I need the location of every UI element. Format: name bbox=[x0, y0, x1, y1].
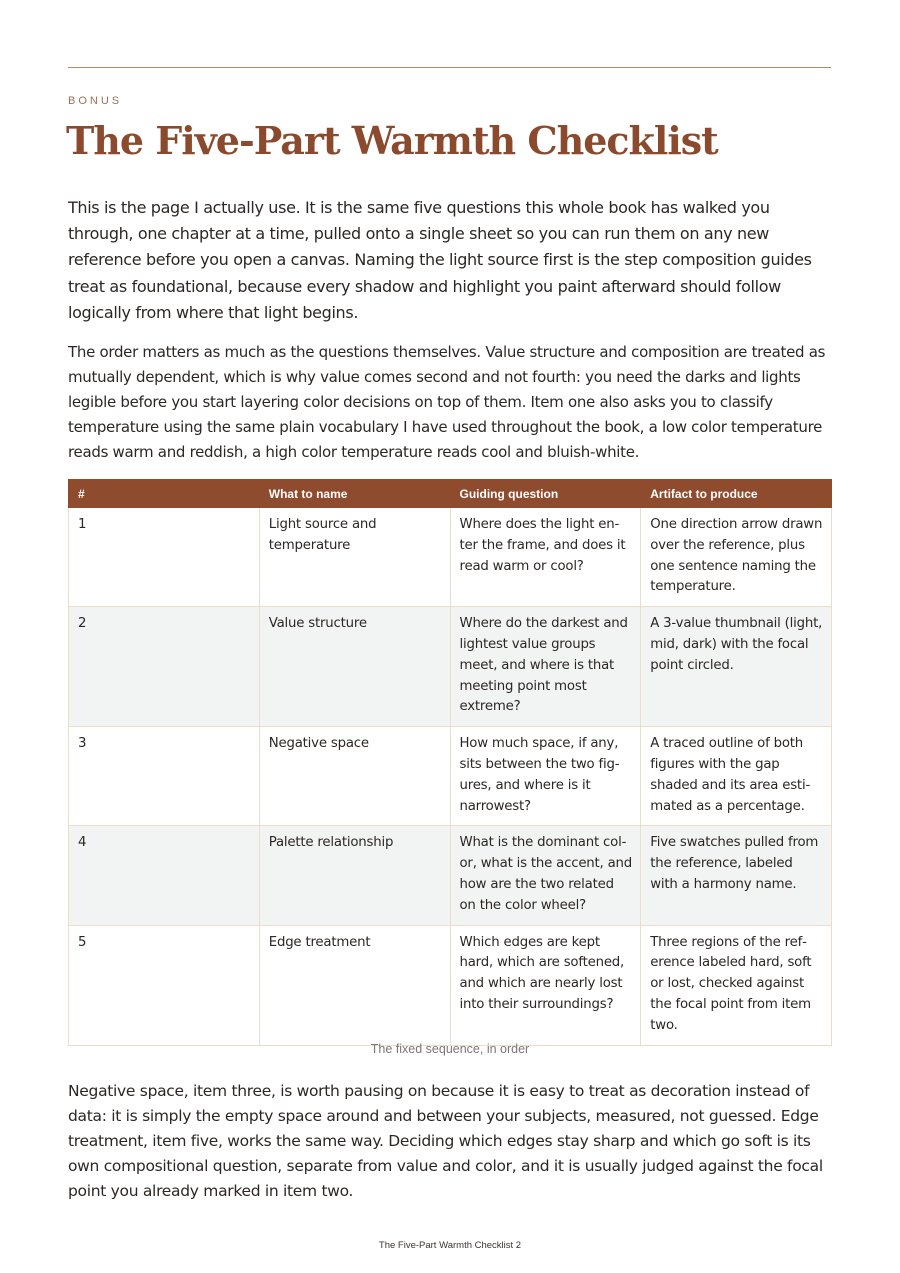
checklist-table bbox=[68, 479, 832, 1046]
cell-what-to-name: Edge treatment bbox=[259, 925, 450, 1045]
column-header-what-to-name: What to name bbox=[259, 480, 450, 508]
cell-what-to-name: Light source and temperature bbox=[259, 508, 450, 607]
cell-guiding-question: Which edges are kept hard, which are softened, and which are nearly lost into their surroundings? bbox=[450, 925, 641, 1045]
order-paragraph: The order matters as much as the questions themselves. Value structure and composition are treated as mutually dependent, which is why value comes second and not fourth: you need the darks and lights legible before you start layering color decisions on top of them. Item one also asks you to classify temperature using the same plain vocabulary I have used throughout the book, a low color temperature reads warm and reddish, a high color temperature reads cool and bluish-white. bbox=[68, 343, 826, 461]
cell-what-to-name: Negative space bbox=[259, 727, 450, 826]
cell-what-to-name: Palette relationship bbox=[259, 826, 450, 925]
cell-guiding-question: Where do the darkest and lightest value groups meet, and where is that meeting point most extreme? bbox=[450, 607, 641, 727]
page-footer: The Five-Part Warmth Checklist 2 bbox=[378, 1240, 522, 1251]
cell-number: 4 bbox=[69, 826, 260, 925]
table-header-row bbox=[69, 480, 832, 508]
table-row bbox=[69, 826, 832, 925]
table-row bbox=[69, 925, 832, 1045]
cell-what-to-name: Value structure bbox=[259, 607, 450, 727]
page-title: The Five-Part Warmth Checklist bbox=[66, 118, 718, 163]
top-rule bbox=[68, 67, 831, 68]
table-row bbox=[69, 607, 832, 727]
cell-guiding-question: What is the dominant color, what is the accent, and how are the two related on the color wheel? bbox=[450, 826, 641, 925]
cell-artifact: A 3-value thumbnail (light, mid, dark) with the focal point circled. bbox=[641, 607, 832, 727]
cell-artifact: Three regions of the reference labeled hard, soft or lost, checked against the focal point from item two. bbox=[641, 925, 832, 1045]
cell-artifact: A traced outline of both figures with the gap shaded and its area estimated as a percentage. bbox=[641, 727, 832, 826]
column-header-number: # bbox=[69, 480, 260, 508]
cell-number: 3 bbox=[69, 727, 260, 826]
intro-paragraph: This is the page I actually use. It is the same five questions this whole book has walked you through, one chapter at a time, pulled onto a single sheet so you can run them on any new reference before you open a canvas. Naming the light source first is the step composition guides treat as foundational, because every shadow and highlight you paint afterward should follow logically from where that light begins. bbox=[68, 198, 812, 322]
cell-guiding-question: Where does the light enter the frame, and does it read warm or cool? bbox=[450, 508, 641, 607]
cell-artifact: Five swatches pulled from the reference, labeled with a harmony name. bbox=[641, 826, 832, 925]
column-header-artifact: Artifact to produce bbox=[641, 480, 832, 508]
column-header-guiding-question: Guiding question bbox=[450, 480, 641, 508]
table-row bbox=[69, 508, 832, 607]
closing-paragraph: Negative space, item three, is worth pausing on because it is easy to treat as decoration instead of data: it is simply the empty space around and between your subjects, measured, not guessed. Edge treatment, item five, works the same way. Deciding which edges stay sharp and which go soft is its own compositional question, separate from value and color, and it is usually judged against the focal point you already marked in item two. bbox=[68, 1082, 823, 1200]
cell-guiding-question: How much space, if any, sits between the two figures, and where is it narrowest? bbox=[450, 727, 641, 826]
section-eyebrow: BONUS bbox=[68, 95, 123, 107]
cell-number: 1 bbox=[69, 508, 260, 607]
cell-number: 2 bbox=[69, 607, 260, 727]
cell-artifact: One direction arrow drawn over the reference, plus one sentence naming the temperature. bbox=[641, 508, 832, 607]
table-row bbox=[69, 727, 832, 826]
cell-number: 5 bbox=[69, 925, 260, 1045]
table-caption: The fixed sequence, in order bbox=[370, 1042, 530, 1056]
